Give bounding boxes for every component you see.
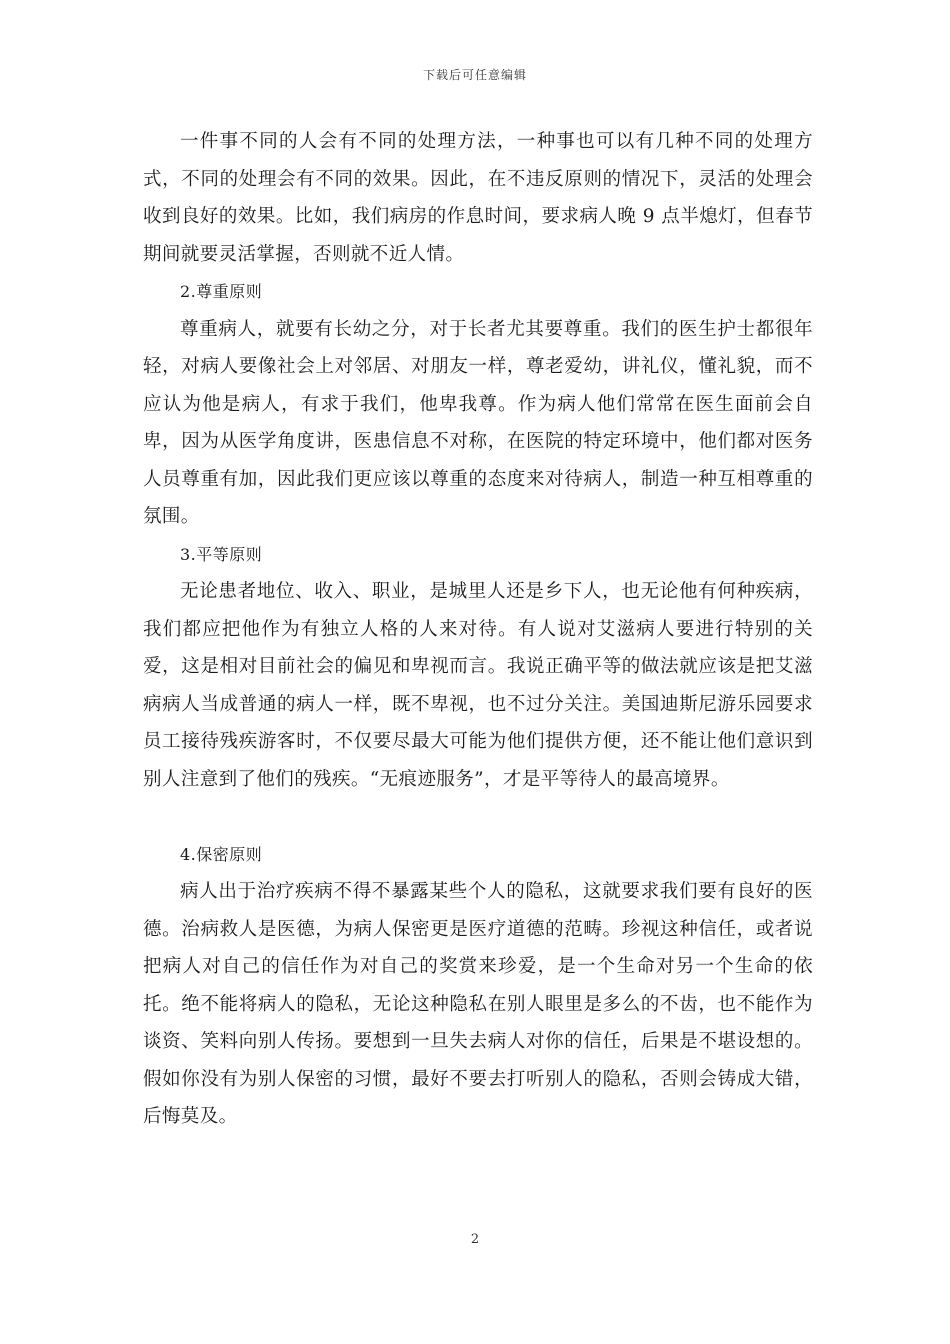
page-header: 下载后可任意编辑 [422,68,527,82]
intro-paragraph: 一件事不同的人会有不同的处理方法，一种事也可以有几种不同的处理方式，不同的处理会有不同的效果。因此，在不违反原则的情况下，灵活的处理会收到良好的效果。比如，我们病房的作息时间，要求病人晚 9 点半熄灯，但春节期间就要灵活掌握，否则就不近人情。 [143,131,813,265]
privacy-principle-paragraph: 病人出于治疗疾病不得不暴露某些个人的隐私，这就要求我们要有良好的医德。治病救人是医德，为病人保密更是医疗道德的范畴。珍视这种信任，或者说把病人对自己的信任作为对自己的奖赏来珍爱，是一个生命对另一个生命的依托。绝不能将病人的隐私，无论这种隐私在别人眼里是多么的不齿，也不能作为谈资、笑料向别人传扬。要想到一旦失去病人对你的信任，后果是不堪设想的。假如你没有为别人保密的习惯，最好不要去打听别人的隐私，否则会铸成大错，后悔莫及。 [143,881,813,1127]
respect-principle-heading: 2.尊重原则 [180,282,263,301]
equality-principle-heading: 3.平等原则 [180,544,263,564]
equality-principle-paragraph: 无论患者地位、收入、职业，是城里人还是乡下人，也无论他有何种疾病，我们都应把他作为有独立人格的人来对待。有人说对艾滋病人要进行特别的关爱，这是相对目前社会的偏见和卑视而言。我说正确平等的做法就应该是把艾滋病病人当成普通的病人一样，既不卑视，也不过分关注。美国迪斯尼游乐园要求员工接待残疾游客时，不仅要尽最大可能为他们提供方便，还不能让他们意识到别人注意到了他们的残疾。“无痕迹服务”，才是平等待人的最高境界。 [143,581,813,790]
paragraph-spacer [143,798,813,836]
page-number: 2 [470,1232,480,1247]
privacy-principle-heading: 4.保密原则 [180,844,263,864]
respect-principle-paragraph: 尊重病人，就要有长幼之分，对于长者尤其要尊重。我们的医生护士都很年轻，对病人要像社会上对邻居、对朋友一样，尊老爱幼，讲礼仪，懂礼貌，而不应认为他是病人，有求于我们，他卑我尊。作为病人他们常常在医生面前会自卑，因为从医学角度讲，医患信息不对称，在医院的特定环境中，他们都对医务人员尊重有加，因此我们更应该以尊重的态度来对待病人，制造一种互相尊重的氛围。 [143,318,813,527]
document-body [143,123,813,1136]
